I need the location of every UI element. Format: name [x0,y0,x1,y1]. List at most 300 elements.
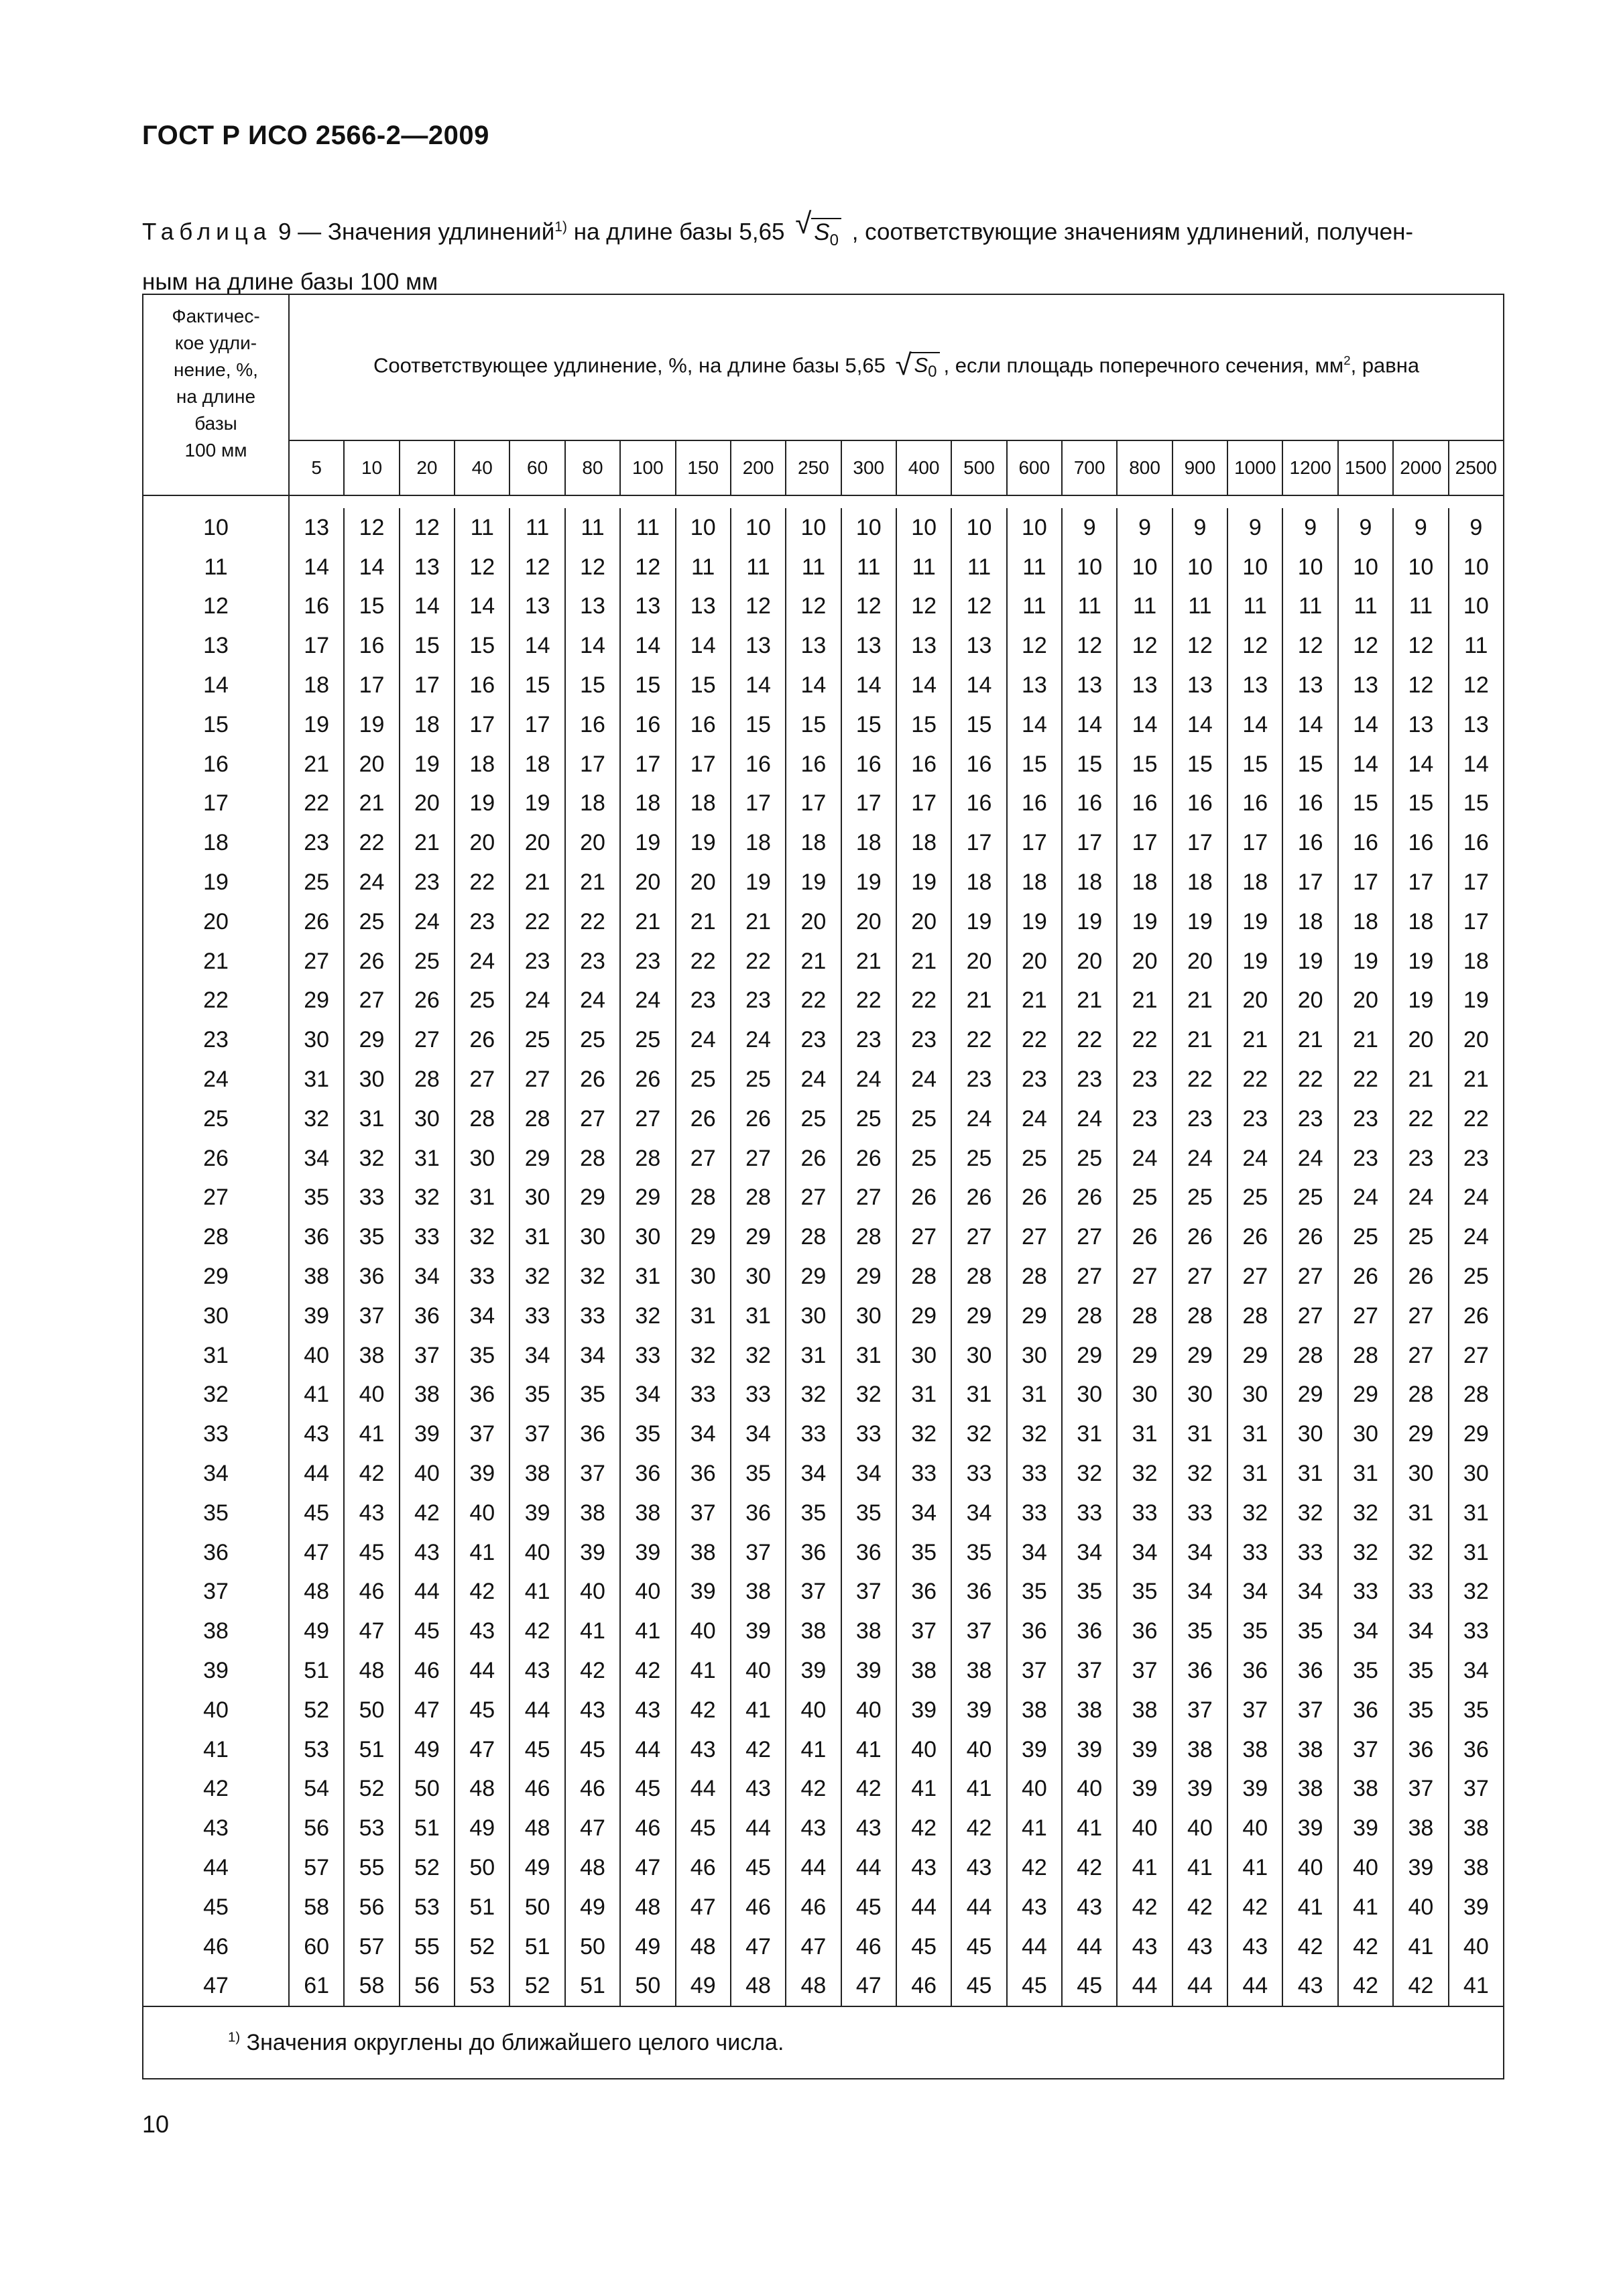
caption-label: Таблица [142,219,272,245]
table-cell: 12 [786,587,841,627]
table-cell: 27 [620,1099,675,1139]
row-label: 21 [143,942,289,981]
table-cell: 9 [1227,508,1282,548]
table-cell: 44 [731,1809,786,1848]
table-cell: 41 [1062,1809,1117,1848]
table-cell: 31 [509,1217,564,1257]
table-row [143,981,1504,1021]
table-row [143,1494,1504,1533]
table-cell: 30 [1117,1376,1172,1415]
caption-text: Значения удлинений [327,219,555,245]
column-header: 700 [1062,440,1117,495]
table-cell: 29 [1338,1376,1393,1415]
table-cell: 13 [1227,666,1282,705]
table-cell: 30 [786,1296,841,1336]
span-header-before: Соответствующее удлинение, %, на длине базы 5,65 [373,353,886,377]
table-cell: 45 [951,1927,1006,1967]
table-cell: 33 [1449,1612,1504,1651]
table-cell: 41 [620,1612,675,1651]
table-cell: 38 [1173,1730,1227,1770]
table-cell: 39 [620,1533,675,1573]
table-cell: 23 [289,823,344,863]
table-cell: 41 [676,1651,731,1691]
table-cell: 43 [731,1770,786,1809]
table-cell: 52 [400,1848,455,1888]
table-cell: 28 [620,1139,675,1179]
table-cell: 20 [1393,1020,1448,1060]
table-cell: 34 [455,1296,509,1336]
table-cell: 35 [786,1494,841,1533]
table-cell: 32 [509,1257,564,1296]
table-cell: 32 [1338,1533,1393,1573]
table-cell: 22 [1117,1020,1172,1060]
table-cell: 16 [1062,784,1117,824]
table-cell: 38 [1227,1730,1282,1770]
table-cell: 19 [289,705,344,745]
table-cell: 23 [1117,1060,1172,1099]
table-cell: 15 [1393,784,1448,824]
table-cell: 39 [841,1651,896,1691]
row-label: 35 [143,1494,289,1533]
caption-radical [795,206,841,261]
table-cell: 9 [1338,508,1393,548]
table-cell: 22 [1282,1060,1337,1099]
table-cell: 27 [1227,1257,1282,1296]
table-cell: 50 [565,1927,620,1967]
table-cell: 18 [455,745,509,784]
table-cell: 30 [1173,1376,1227,1415]
table-cell: 45 [731,1848,786,1888]
table-cell: 15 [509,666,564,705]
table-cell: 10 [1338,548,1393,587]
table-cell: 12 [1062,626,1117,666]
table-cell: 14 [1007,705,1062,745]
table-cell: 39 [896,1691,951,1730]
elongation-table [142,294,1504,2079]
table-cell: 25 [731,1060,786,1099]
table-cell: 57 [344,1927,399,1967]
corner-header-line: нение, %, [174,359,258,380]
table-cell: 13 [1393,705,1448,745]
table-cell: 47 [841,1966,896,2006]
table-cell: 41 [1338,1888,1393,1927]
table-cell: 52 [509,1966,564,2006]
table-cell: 41 [841,1730,896,1770]
table-cell: 43 [1282,1966,1337,2006]
table-cell: 36 [1338,1691,1393,1730]
table-cell: 36 [455,1376,509,1415]
table-cell: 24 [1007,1099,1062,1139]
table-cell: 42 [1393,1966,1448,2006]
table-cell: 23 [620,942,675,981]
caption-radical-sub: 0 [829,231,839,249]
table-cell: 33 [896,1454,951,1494]
table-cell: 25 [1117,1179,1172,1218]
table-cell: 19 [1227,902,1282,942]
table-cell: 40 [1227,1809,1282,1848]
table-cell: 44 [509,1691,564,1730]
table-cell: 26 [455,1020,509,1060]
table-cell: 45 [565,1730,620,1770]
row-label: 10 [143,508,289,548]
table-cell: 34 [400,1257,455,1296]
corner-header-line: базы [194,413,237,434]
table-cell: 15 [1173,745,1227,784]
table-cell: 25 [786,1099,841,1139]
table-cell: 39 [509,1494,564,1533]
table-cell: 17 [1173,823,1227,863]
table-cell: 39 [1282,1809,1337,1848]
table-cell: 19 [344,705,399,745]
table-cell: 42 [400,1494,455,1533]
table-cell: 25 [1338,1217,1393,1257]
table-cell: 30 [400,1099,455,1139]
table-cell: 18 [841,823,896,863]
row-label: 11 [143,548,289,587]
table-cell: 56 [289,1809,344,1848]
table-cell: 41 [455,1533,509,1573]
table-cell: 45 [1007,1966,1062,2006]
table-cell: 49 [455,1809,509,1848]
table-cell: 27 [951,1217,1006,1257]
caption-text-after: , соответствующие значениям удлинений, получен- [851,219,1414,245]
table-cell: 18 [1117,863,1172,902]
table-cell: 58 [344,1966,399,2006]
table-cell: 12 [620,548,675,587]
table-cell: 39 [400,1414,455,1454]
table-cell: 18 [951,863,1006,902]
table-cell: 16 [951,745,1006,784]
table-cell: 14 [1062,705,1117,745]
table-cell: 22 [1393,1099,1448,1139]
table-cell: 20 [1173,942,1227,981]
table-cell: 32 [896,1414,951,1454]
column-header: 600 [1007,440,1062,495]
table-cell: 33 [1282,1533,1337,1573]
table-cell: 52 [344,1770,399,1809]
table-cell: 35 [620,1414,675,1454]
table-row [143,1691,1504,1730]
corner-header-line: Фактичес- [172,306,260,326]
table-cell: 14 [1282,705,1337,745]
table-cell: 38 [509,1454,564,1494]
table-cell: 17 [565,745,620,784]
table-cell: 11 [509,508,564,548]
table-cell: 32 [1227,1494,1282,1533]
table-cell: 25 [509,1020,564,1060]
table-cell: 42 [786,1770,841,1809]
table-cell: 21 [1449,1060,1504,1099]
table-cell: 40 [400,1454,455,1494]
table-cell: 33 [731,1376,786,1415]
table-cell: 33 [400,1217,455,1257]
table-cell: 29 [896,1296,951,1336]
table-cell: 40 [731,1651,786,1691]
table-cell: 30 [676,1257,731,1296]
table-cell: 29 [565,1179,620,1218]
table-cell: 29 [1173,1336,1227,1376]
table-cell: 31 [951,1376,1006,1415]
table-cell: 17 [1062,823,1117,863]
table-cell: 19 [1393,942,1448,981]
table-cell: 17 [289,626,344,666]
table-cell: 35 [731,1454,786,1494]
table-cell: 29 [676,1217,731,1257]
table-cell: 31 [841,1336,896,1376]
table-cell: 36 [676,1454,731,1494]
table-cell: 26 [1007,1179,1062,1218]
table-cell: 41 [509,1573,564,1612]
table-cell: 32 [1393,1533,1448,1573]
table-cell: 51 [400,1809,455,1848]
table-cell: 26 [731,1099,786,1139]
table-cell: 30 [951,1336,1006,1376]
table-cell: 23 [1282,1099,1337,1139]
table-cell: 29 [509,1139,564,1179]
table-cell: 11 [1449,626,1504,666]
table-cell: 14 [731,666,786,705]
table-cell: 24 [509,981,564,1021]
table-cell: 27 [509,1060,564,1099]
table-cell: 34 [509,1336,564,1376]
table-cell: 40 [841,1691,896,1730]
table-cell: 42 [344,1454,399,1494]
table-cell: 9 [1117,508,1172,548]
table-cell: 37 [509,1414,564,1454]
table-cell: 43 [1117,1927,1172,1967]
table-cell: 42 [1173,1888,1227,1927]
table-cell: 39 [1393,1848,1448,1888]
caption-dash: — [298,219,322,245]
table-cell: 42 [676,1691,731,1730]
table-cell: 25 [676,1060,731,1099]
span-header [289,294,1504,440]
table-cell: 25 [1173,1179,1227,1218]
table-cell: 41 [1227,1848,1282,1888]
table-cell: 28 [1282,1336,1337,1376]
table-cell: 21 [1173,1020,1227,1060]
table-cell: 38 [344,1336,399,1376]
table-cell: 37 [841,1573,896,1612]
table-row [143,1651,1504,1691]
table-cell: 29 [1449,1414,1504,1454]
table-cell: 17 [1338,863,1393,902]
table-cell: 17 [841,784,896,824]
table-cell: 44 [400,1573,455,1612]
table-cell: 10 [1449,587,1504,627]
table-cell: 31 [786,1336,841,1376]
table-cell: 39 [786,1651,841,1691]
table-cell: 17 [620,745,675,784]
table-cell: 49 [620,1927,675,1967]
table-cell: 13 [841,626,896,666]
table-cell: 37 [676,1494,731,1533]
table-cell: 22 [951,1020,1006,1060]
table-cell: 37 [1117,1651,1172,1691]
table-cell: 43 [455,1612,509,1651]
table-cell: 17 [455,705,509,745]
table-cell: 15 [951,705,1006,745]
table-cell: 28 [786,1217,841,1257]
table-cell: 10 [1227,548,1282,587]
table-cell: 26 [344,942,399,981]
table-cell: 41 [731,1691,786,1730]
table-cell: 13 [1117,666,1172,705]
table-cell: 25 [1007,1139,1062,1179]
table-cell: 13 [400,548,455,587]
table-cell: 30 [731,1257,786,1296]
table-cell: 38 [896,1651,951,1691]
table-cell: 35 [1173,1612,1227,1651]
table-cell: 38 [731,1573,786,1612]
table-cell: 16 [455,666,509,705]
table-cell: 15 [455,626,509,666]
table-cell: 27 [1173,1257,1227,1296]
table-cell: 13 [786,626,841,666]
table-row [143,1533,1504,1573]
table-cell: 41 [1393,1927,1448,1967]
table-cell: 47 [786,1927,841,1967]
table-cell: 39 [455,1454,509,1494]
table-cell: 43 [1007,1888,1062,1927]
table-cell: 38 [786,1612,841,1651]
table-cell: 34 [1282,1573,1337,1612]
table-cell: 35 [1338,1651,1393,1691]
table-cell: 44 [841,1848,896,1888]
row-label: 42 [143,1770,289,1809]
table-cell: 15 [896,705,951,745]
table-cell: 40 [896,1730,951,1770]
table-cell: 24 [1173,1139,1227,1179]
table-cell: 45 [951,1966,1006,2006]
table-cell: 23 [565,942,620,981]
table-cell: 39 [1449,1888,1504,1927]
table-cell: 10 [1117,548,1172,587]
table-cell: 23 [896,1020,951,1060]
table-cell: 42 [509,1612,564,1651]
table-cell: 13 [731,626,786,666]
table-cell: 53 [455,1966,509,2006]
table-cell: 31 [1062,1414,1117,1454]
table-cell: 22 [565,902,620,942]
table-cell: 14 [1393,745,1448,784]
table-cell: 19 [400,745,455,784]
table-cell: 14 [1338,745,1393,784]
table-cell: 48 [455,1770,509,1809]
table-cell: 36 [1449,1730,1504,1770]
span-header-end: , равна [1350,353,1420,377]
table-cell: 14 [1449,745,1504,784]
table-cell: 26 [1173,1217,1227,1257]
table-cell: 27 [1117,1257,1172,1296]
table-cell: 33 [951,1454,1006,1494]
table-cell: 11 [455,508,509,548]
table-cell: 13 [1449,705,1504,745]
table-cell: 11 [565,508,620,548]
table-cell: 28 [1227,1296,1282,1336]
table-cell: 28 [896,1257,951,1296]
table-cell: 51 [289,1651,344,1691]
table-cell: 11 [1173,587,1227,627]
row-label: 43 [143,1809,289,1848]
table-cell: 23 [400,863,455,902]
table-cell: 31 [1007,1376,1062,1415]
table-cell: 38 [1062,1691,1117,1730]
table-cell: 28 [1062,1296,1117,1336]
table-cell: 44 [1007,1927,1062,1967]
table-cell: 16 [731,745,786,784]
table-row [143,863,1504,902]
table-cell: 30 [1338,1414,1393,1454]
table-cell: 36 [289,1217,344,1257]
table-cell: 10 [731,508,786,548]
table-cell: 21 [1393,1060,1448,1099]
table-cell: 33 [509,1296,564,1336]
table-cell: 17 [731,784,786,824]
table-cell: 36 [1117,1612,1172,1651]
table-cell: 14 [400,587,455,627]
table-cell: 37 [786,1573,841,1612]
table-cell: 16 [676,705,731,745]
table-cell: 21 [344,784,399,824]
table-cell: 36 [400,1296,455,1336]
table-cell: 43 [620,1691,675,1730]
table-cell: 48 [509,1809,564,1848]
table-cell: 34 [1117,1533,1172,1573]
table-cell: 26 [896,1179,951,1218]
table-cell: 17 [1449,863,1504,902]
row-label: 26 [143,1139,289,1179]
table-cell: 35 [1449,1691,1504,1730]
table-cell: 24 [455,942,509,981]
table-cell: 47 [344,1612,399,1651]
corner-header [143,294,289,495]
table-cell: 16 [896,745,951,784]
table-cell: 46 [620,1809,675,1848]
table-cell: 17 [896,784,951,824]
table-cell: 21 [786,942,841,981]
table-cell: 37 [400,1336,455,1376]
table-cell: 17 [1449,902,1504,942]
table-cell: 29 [951,1296,1006,1336]
table-cell: 20 [1227,981,1282,1021]
table-cell: 29 [1007,1296,1062,1336]
table-cell: 45 [509,1730,564,1770]
table-cell: 18 [565,784,620,824]
table-cell: 43 [676,1730,731,1770]
table-cell: 43 [344,1494,399,1533]
table-cell: 38 [1449,1809,1504,1848]
table-cell: 23 [1007,1060,1062,1099]
table-cell: 30 [1062,1376,1117,1415]
table-cell: 22 [1338,1060,1393,1099]
table-cell: 30 [289,1020,344,1060]
table-cell: 40 [344,1376,399,1415]
table-cell: 22 [509,902,564,942]
table-cell: 23 [1338,1139,1393,1179]
table-cell: 12 [1117,626,1172,666]
row-label: 16 [143,745,289,784]
table-cell: 27 [1007,1217,1062,1257]
table-cell: 36 [1007,1612,1062,1651]
table-cell: 43 [1062,1888,1117,1927]
table-cell: 27 [896,1217,951,1257]
table-cell: 32 [400,1179,455,1218]
table-cell: 31 [1393,1494,1448,1533]
table-cell: 42 [1007,1848,1062,1888]
table-cell: 36 [565,1414,620,1454]
table-cell: 37 [1338,1730,1393,1770]
